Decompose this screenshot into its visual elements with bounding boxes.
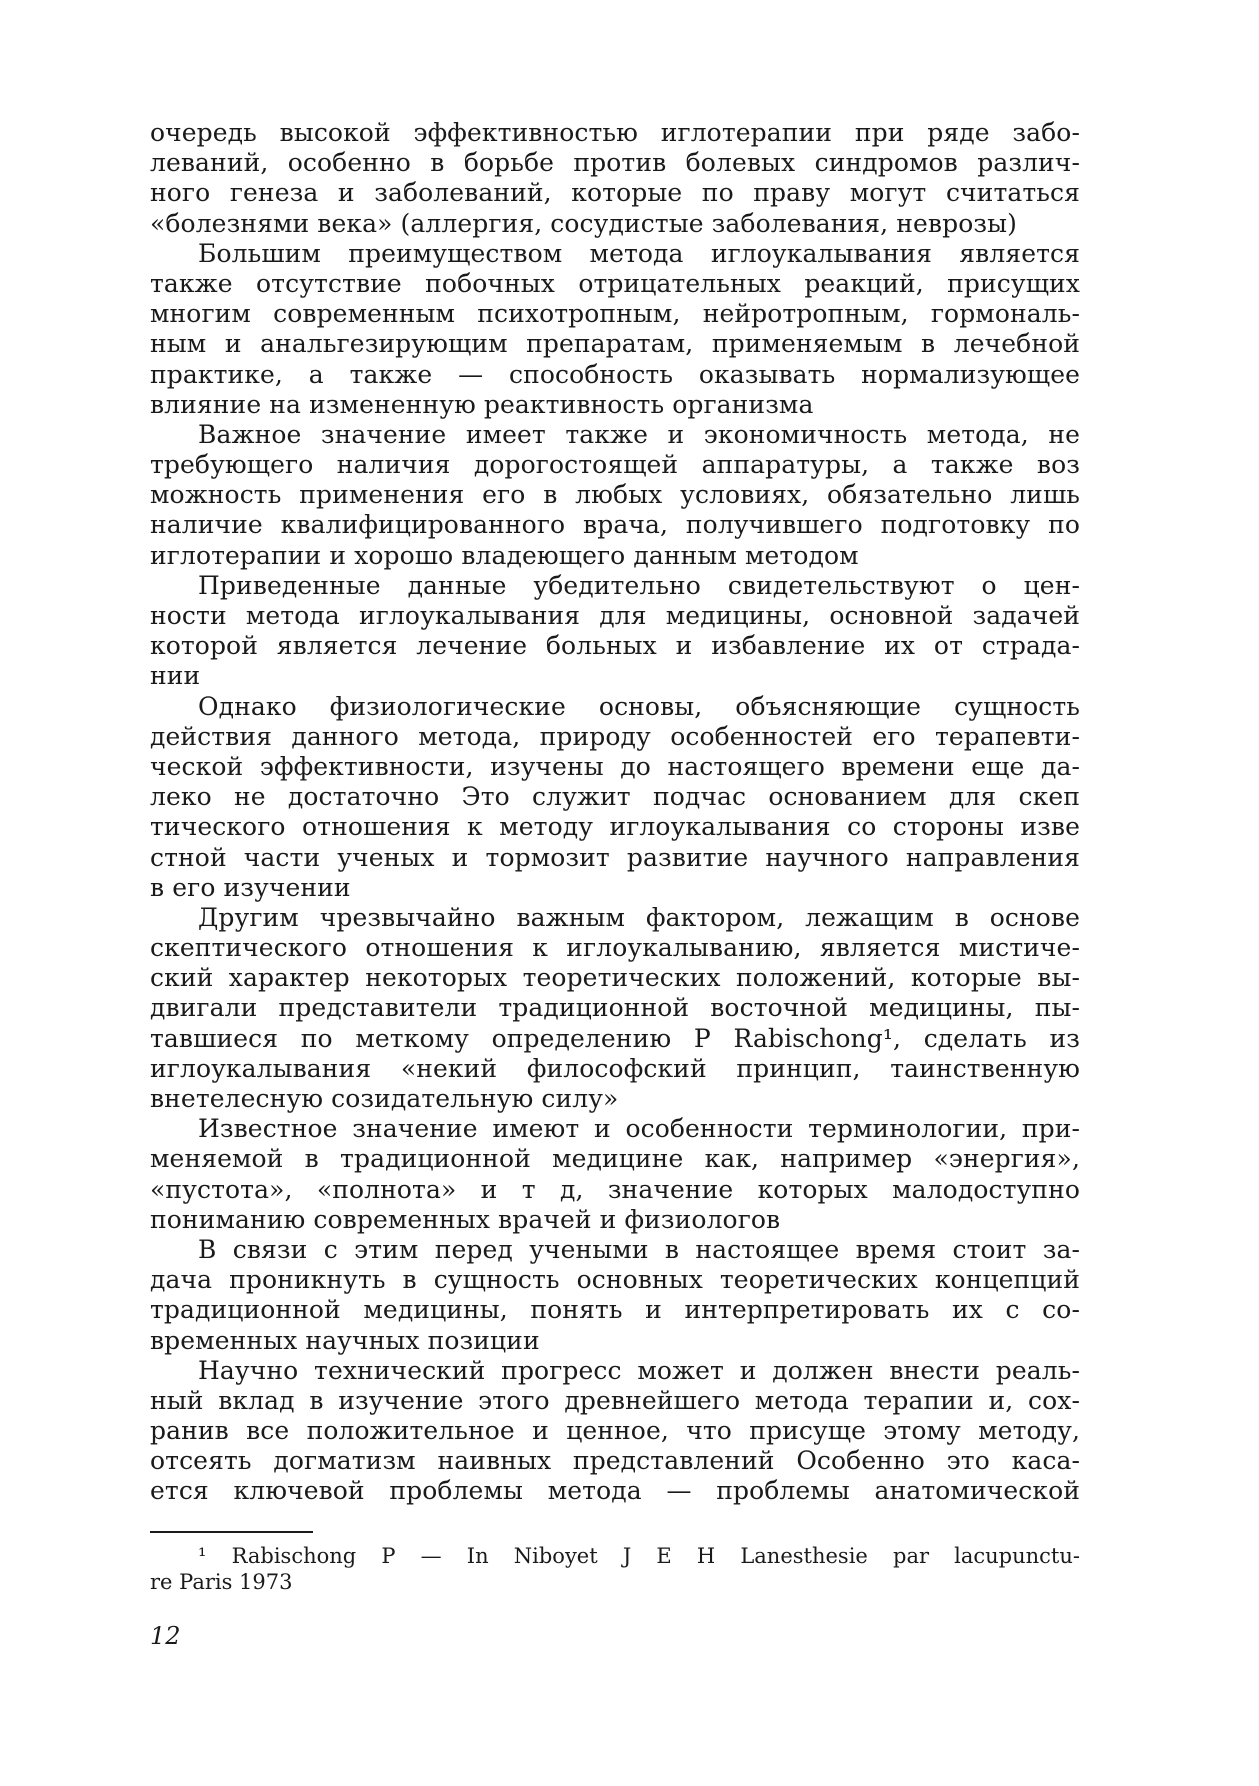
text-line: можность применения его в любых условиях, обязательно лишь (150, 480, 1080, 510)
text-line: также отсутствие побочных отрицательных реакций, присущих (150, 268, 1080, 298)
text-line: ного генеза и заболеваний, которые по праву могут считаться (150, 178, 1080, 208)
footnote-line: re Paris 1973 (150, 1570, 293, 1594)
text-line: в его изучении (150, 872, 351, 902)
text-line: временных научных позиции (150, 1325, 540, 1355)
text-line: очередь высокой эффективностью иглотерапии при ряде забо- (150, 118, 1080, 147)
text-line: В связи с этим перед учеными в настоящее время стоит за- (198, 1234, 1080, 1264)
page-number: 12 (150, 1622, 181, 1650)
text-line: Известное значение имеют и особенности терминологии, при- (198, 1114, 1080, 1144)
text-line: Большим преимуществом метода иглоукалывания является (198, 238, 1080, 268)
text-line: иглоукалывания «некий философский принцип, таинственную (150, 1053, 1080, 1083)
text-line: действия данного метода, природу особенностей его терапевти- (150, 721, 1080, 751)
text-line: леко не достаточно Это служит подчас основанием для скеп (150, 782, 1080, 812)
text-line: ранив все положительное и ценное, что присуще этому методу, (150, 1416, 1080, 1446)
footnote (150, 1543, 1080, 1595)
text-line: ский характер некоторых теоретических положений, которые вы- (150, 963, 1080, 993)
text-line: Другим чрезвычайно важным фактором, лежащим в основе (198, 902, 1080, 932)
text-line: ческой эффективности, изучены до настоящего времени еще да- (150, 751, 1080, 781)
text-line: тического отношения к методу иглоукалывания со стороны изве (150, 812, 1080, 842)
footnote-divider (150, 1531, 313, 1533)
text-line: требующего наличия дорогостоящей аппаратуры, а также воз (150, 450, 1080, 480)
text-line: двигали представители традиционной восточной медицины, пы- (150, 993, 1080, 1023)
text-line: меняемой в традиционной медицине как, например «энергия», (150, 1144, 1080, 1174)
text-line: влияние на измененную реактивность организма (150, 389, 814, 419)
text-line: леваний, особенно в борьбе против болевых синдромов различ- (150, 148, 1080, 178)
text-line: Приведенные данные убедительно свидетельствуют о цен- (198, 570, 1080, 600)
text-line: «пустота», «полнота» и т д, значение которых малодоступно (150, 1174, 1080, 1204)
text-line: скептического отношения к иглоукалыванию, является мистиче- (150, 933, 1080, 963)
text-line: внетелесную созидательную силу» (150, 1084, 619, 1113)
text-line: пониманию современных врачей и физиологов (150, 1204, 781, 1234)
text-line: Научно технический прогресс может и должен внести реаль- (198, 1355, 1080, 1385)
body-text (150, 118, 1080, 1507)
text-line: традиционной медицины, понять и интерпретировать их с со- (150, 1295, 1080, 1325)
text-line: которой является лечение больных и избавление их от страда- (150, 631, 1080, 661)
text-line: нии (150, 661, 201, 691)
text-line: Важное значение имеет также и экономичность метода, не (198, 419, 1080, 449)
text-line: ности метода иглоукалывания для медицины, основной задачей (150, 601, 1080, 630)
footnote-line: ¹ Rabischong P — In Niboyet J E H Lanesthesie par lacupunctu- (198, 1544, 1080, 1568)
text-line: многим современным психотропным, нейротропным, гормональ- (150, 299, 1080, 329)
text-line: ным и анальгезирующим препаратам, применяемым в лечебной (150, 329, 1080, 359)
text-line: практике, а также — способность оказывать нормализующее (150, 359, 1080, 389)
text-line: наличие квалифицированного врача, получившего подготовку по (150, 510, 1080, 540)
text-line: ный вклад в изучение этого древнейшего метода терапии и, сох- (150, 1385, 1080, 1415)
text-line: стной части ученых и тормозит развитие научного направления (150, 842, 1080, 872)
text-line: «болезнями века» (аллергия, сосудистые заболевания, неврозы) (150, 208, 1017, 238)
text-line: отсеять догматизм наивных представлений Особенно это каса- (150, 1446, 1080, 1476)
text-line: дача проникнуть в сущность основных теоретических концепций (150, 1265, 1080, 1295)
text-line: Однако физиологические основы, объясняющие сущность (198, 691, 1080, 721)
text-line: иглотерапии и хорошо владеющего данным методом (150, 540, 859, 570)
text-line: ется ключевой проблемы метода — проблемы анатомической (150, 1476, 1080, 1506)
text-line: тавшиеся по меткому определению P Rabischong¹, сделать из (150, 1023, 1080, 1053)
